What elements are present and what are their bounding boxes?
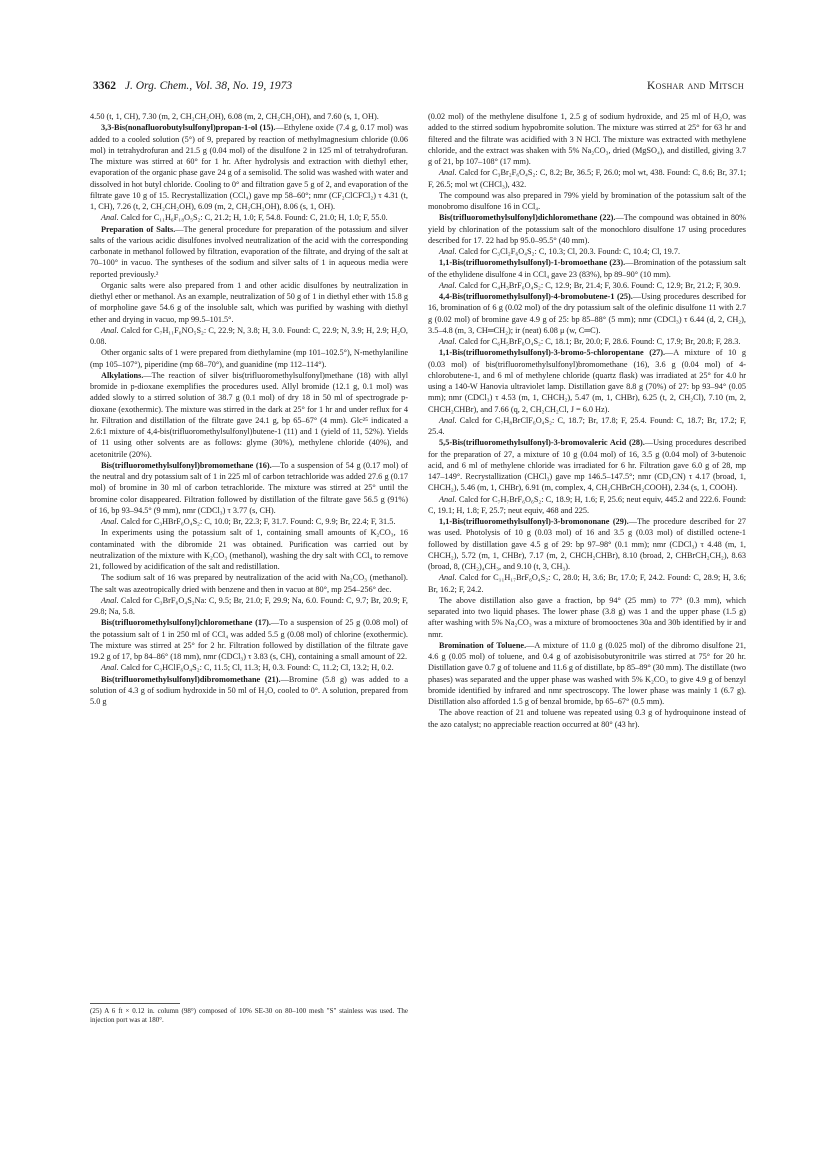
section-heading: Bis(trifluoromethylsulfonyl)bromomethane (16). <box>101 460 272 470</box>
paragraph-text: —To a suspension of 54 g (0.17 mol) of the neutral and dry potassium salt of 1 in 225 ml of carbon tetrachloride was added 27.6 g (0.17 mol) of bromine in 30 ml of carbon tetrachloride. The mixture was stirred at 25° until the bromine color disappeared. Filtration followed by distillation of the filtrate gave 56.5 g (91%) of 16, bp 93–94.5° (9 mm), nmr (CDCl₃) τ 3.77 (s, CH). <box>90 460 408 515</box>
paragraph <box>90 662 408 673</box>
paragraph-text: Calcd for C₃Br₂F₆O₄S₂: C, 8.2; Br, 36.5; F, 26.0; mol wt, 438. Found: C, 8.6; Br, 37.1; F, 26.5; mol wt (CHCl₃), 432. <box>428 168 746 189</box>
paragraph-text: Calcd for C₇H₇BrF₆O₆S₂: C, 18.9; H, 1.6; F, 25.6; neut equiv, 445.2 and 222.6. Found: C, 19.1; H, 1.8; F, 25.7; neut equiv, 468 and 225. <box>428 494 746 515</box>
paragraph <box>428 640 746 708</box>
paragraph <box>90 325 408 348</box>
paragraph-text: —The reaction of silver bis(trifluoromethylsulfonyl)methane (18) with allyl bromide in p-dioxane exemplifies the procedures used. Allyl bromide (12.1 g, 0.1 mol) was added slowly to a stirred solution of 38.7 g (0.1 mol) of dry 18 in 50 ml of spectrograde p-dioxane (exothermic). The mixture was stirred in the dark at 25° for 1 hr and under reflux for 4 hr. Filtration and distillation of the filtrate gave 24.1 g, bp 65–67° (4 mm). Glc²⁵ indicated a 2.6:1 mixture of 4,4-bis(trifluoromethylsulfonyl)butene-1 (11) and 1 (yield of 11, 52%). Yields of 11 using other solvents are as follows: glyme (30%), methylene chloride (40%), and acetonitrile (20%). <box>90 370 408 459</box>
paragraph-text: The above reaction of 21 and toluene was repeated using 0.3 g of hydroquinone instead of the azo catalyst; no appreciable reaction occurred at 80° (43 hr). <box>428 708 746 729</box>
analysis-label: Anal. <box>101 595 119 605</box>
paragraph <box>428 246 746 257</box>
paragraph <box>90 111 408 122</box>
paragraph-text: (0.02 mol) of the methylene disulfone 1, 2.5 g of sodium hydroxide, and 25 ml of H₂O, was added to the stirred sodium hypobromite solution. The mixture was stirred at 25° for 63 hr and filtered and the filtrate was acidified with 3 N HCl. The mixture was extracted with methylene chloride, and the extract was shaken with 5% Na₂CO₃, dried (MgSO₄), and distilled, giving 3.7 g of 21, bp 107–108° (17 mm). <box>428 112 746 166</box>
right-column <box>428 111 746 730</box>
paragraph <box>90 224 408 280</box>
paragraph-text: Other organic salts of 1 were prepared from diethylamine (mp 101–102.5°), N-methylaniline (mp 105–107°), piperidine (mp 68–70°), and guanidine (mp 112–114°). <box>90 348 408 369</box>
section-heading: 3,3-Bis(nonafluorobutylsulfonyl)propan-1-ol (15). <box>101 123 276 133</box>
paragraph <box>428 437 746 493</box>
analysis-label: Anal. <box>101 517 119 526</box>
paragraph-text: Calcd for C₇H₁₁F₆NO₅S₂: C, 22.9; N, 3.8; H, 3.0. Found: C, 22.9; N, 3.9; H, 2.9; H₂O, 0.08. <box>90 325 408 346</box>
paragraph-text: Calcd for C₇H₈BrClF₆O₄S₂: C, 18.7; Br, 17.8; F, 25.4. Found: C, 18.7; Br, 17.2; F, 25.4. <box>428 415 746 436</box>
analysis-label: Anal. <box>439 168 457 178</box>
paragraph <box>428 336 746 347</box>
paragraph <box>90 516 408 527</box>
section-heading: Preparation of Salts. <box>101 224 176 234</box>
section-heading: 1,1-Bis(trifluoromethylsulfonyl)-3-bromononane (29). <box>439 517 629 526</box>
paragraph-text: Calcd for C₆H₅BrF₆O₄S₂: C, 18.1; Br, 20.0; F, 28.6. Found: C, 17.9; Br, 20.8; F, 28.3. <box>456 337 741 346</box>
section-heading: Bis(trifluoromethylsulfonyl)dibromomethane (21). <box>101 674 281 684</box>
running-header <box>93 80 744 96</box>
paragraph <box>90 674 408 708</box>
section-heading: Alkylations. <box>101 370 144 380</box>
paragraph <box>90 527 408 572</box>
paragraph-text: Calcd for C₃HBrF₆O₄S₂: C, 10.0; Br, 22.3; F, 31.7. Found: C, 9.9; Br, 22.4; F, 31.5. <box>118 517 396 526</box>
paragraph <box>428 415 746 438</box>
paragraph-text: Calcd for C₁₁H₆F₁₈O₅S₂: C, 21.2; H, 1.0; F, 54.8. Found: C, 21.0; H, 1.0; F, 55.0. <box>118 213 388 223</box>
paragraph <box>428 190 746 213</box>
paragraph-text: The compound was also prepared in 79% yield by bromination of the potassium salt of the monobromo disulfone 16 in CCl₄. <box>428 190 746 211</box>
paragraph-text: Calcd for C₃HClF₆O₄S₂: C, 11.5; Cl, 11.3; H, 0.3. Found: C, 11.2; Cl, 13.2; H, 0.2. <box>118 663 394 673</box>
analysis-label: Anal. <box>439 247 457 256</box>
paragraph-text: —To a suspension of 25 g (0.08 mol) of the potassium salt of 1 in 250 ml of CCl₄ was added 5.5 g (0.08 mol) of chlorine (exothermic). The mixture was stirred at 25° for 2 hr. Filtration followed by distillation of the filtrate gave 19.2 g of 17, bp 84–86° (18 mm), nmr (CDCl₃) τ 3.83 (s, CH), containing a small amount of 22. <box>90 618 408 661</box>
paragraph-text: Calcd for C₃BrF₆O₄S₂Na: C, 9.5; Br, 21.0; F, 29.9; Na, 6.0. Found: C, 9.7; Br, 20.9; F, 29.8; Na, 5.8. <box>90 595 408 616</box>
paragraph-text: 4.50 (t, 1, CH), 7.30 (m, 2, CH₂CH₂OH), 6.08 (m, 2, CH₂CH₂OH), and 7.60 (s, 1, OH). <box>90 112 379 121</box>
paragraph-text: The above distillation also gave a fraction, bp 94° (25 mm) to 77° (0.3 mm), which separated into two liquid phases. The lower phase (3.8 g) was 1 and the upper phase (1.5 g) after washing with 5% Na₂CO₃ was a mixture of bromooctenes 30a and 30b identified by ir and nmr. <box>428 595 746 639</box>
paragraph-text: Calcd for C₄H₃BrF₆O₄S₂: C, 12.9; Br, 21.4; F, 30.6. Found: C, 12.9; Br, 21.2; F, 30.9. <box>456 280 741 290</box>
section-heading: Bis(trifluoromethylsulfonyl)dichloromethane (22). <box>439 213 616 223</box>
section-heading: 5,5-Bis(trifluoromethylsulfonyl)-3-bromovaleric Acid (28). <box>439 438 645 448</box>
analysis-label: Anal. <box>101 663 119 673</box>
section-heading: 4,4-Bis(trifluoromethylsulfonyl)-4-bromobutene-1 (25). <box>439 292 633 301</box>
paragraph-text: —Bromination of the potassium salt of the ethylidene disulfone 4 in CCl₄ gave 23 (83%), bp 89–90° (10 mm). <box>428 258 746 279</box>
paragraph <box>428 595 746 640</box>
paragraph <box>428 347 746 415</box>
analysis-label: Anal. <box>439 337 457 346</box>
paragraph-text: —Ethylene oxide (7.4 g, 0.17 mol) was added to a cooled solution (5°) of 9, prepared by reaction of methylmagnesium chloride (0.06 mol) in tetrahydrofuran and 21.5 g (0.04 mol) of the disulfone 2 in 125 ml of tetrahydrofuran. The mixture was stirred at 60° for 1 hr. After hydrolysis and extraction with diethyl ether, evaporation of the organic phase gave 24 g of a semisolid. The solid was washed with water and dissolved in hot butyl chloride. Cooling to 0° and filtration gave 5 g of 2, and evaporation of the filtrate gave 10 g of 15. Recrystallization (CCl₄) gave mp 58–60°; nmr (CF₂ClCFCl₂) τ 4.31 (t, 1, CH), 7.26 (t, 2, CH₂CH₂OH), 6.09 (m, 2, CH₂CH₂OH), 8.06 (s, 1, OH). <box>90 123 408 211</box>
paragraph-text: Calcd for C₃Cl₂F₆O₄S₂: C, 10.3; Cl, 20.3. Found: C, 10.4; Cl, 19.7. <box>456 247 681 256</box>
paragraph-text: The sodium salt of 16 was prepared by neutralization of the acid with Na₂CO₃ (methanol). The salt was azeotropically dried with benzene and then in vacuo at 80°, mp 254–256° dec. <box>90 573 408 594</box>
paragraph <box>428 291 746 336</box>
section-heading: Bromination of Toluene. <box>439 640 527 650</box>
paragraph-text: Calcd for C₁₁H₁₇BrF₆O₄S₂: C, 28.0; H, 3.6; Br, 17.0; F, 24.2. Found: C, 28.9; H, 3.6; Br, 16.2; F, 24.2. <box>428 573 746 594</box>
paragraph <box>90 460 408 516</box>
section-heading: 1,1-Bis(trifluoromethylsulfonyl)-1-bromoethane (23). <box>439 258 626 268</box>
analysis-label: Anal. <box>439 573 457 583</box>
section-heading: Bis(trifluoromethylsulfonyl)chloromethane (17). <box>101 618 271 628</box>
footnote: (25) A 6 ft × 0.12 in. column (98°) composed of 10% SE-30 on 80–100 mesh "S" stainless was used. The injection port was at 180°. <box>90 1007 408 1024</box>
paragraph <box>90 617 408 662</box>
paragraph-text: —The compound was obtained in 80% yield by chlorination of the potassium salt of the monochloro disulfone 17 using procedures described for 17. 22 had bp 95.0–95.5° (40 mm). <box>428 213 747 245</box>
paragraph <box>90 370 408 460</box>
analysis-label: Anal. <box>101 213 119 223</box>
paragraph-text: —The procedure described for 27 was used. Photolysis of 10 g (0.03 mol) of 16 and 3.5 g (0.03 mol) of distilled octene-1 followed by distillation gave 4.5 g of 29: bp 97–98° (0.1 mm); nmr (CDCl₃) τ 4.48 (m, 1, CHCH₂), 5.72 (m, 1, CHBr), 7.17 (m, 2, CHCH₂CHBr), 8.10 (broad, 2, CHBrCH₂CH₂), 8.63 (broad, 8, (CH₂)₄CH₃, and 9.10 (t, 3, CH₃). <box>428 517 746 571</box>
paragraph <box>428 280 746 291</box>
paragraph <box>428 257 746 280</box>
analysis-label: Anal. <box>439 494 457 504</box>
header-left <box>93 80 292 92</box>
paragraph <box>90 595 408 618</box>
paragraph <box>90 122 408 212</box>
paragraph-text: —Bromine (5.8 g) was added to a solution of 4.3 g of sodium hydroxide in 50 ml of H₂O, cooled to 0°. A solution, prepared from 5.0 g <box>90 674 408 706</box>
paragraph-text: —The general procedure for preparation of the potassium and silver salts of the various acidic disulfones involved neutralization of the acid with the corresponding carbonate in methanol followed by filtration, evaporation of the filtrate, and drying of the salt at 70–100° in vacuo. The syntheses of the sodium and silver salts of 1 in aqueous media were reported previously.² <box>90 224 408 279</box>
paragraph <box>428 707 746 730</box>
journal-reference: J. Org. Chem., Vol. 38, No. 19, 1973 <box>124 80 293 92</box>
analysis-label: Anal. <box>439 280 457 290</box>
paragraph <box>428 494 746 517</box>
paragraph <box>428 572 746 595</box>
footnote-rule <box>90 1003 180 1004</box>
left-column <box>90 111 408 707</box>
paragraph-text: —Using procedures described for 16, bromination of 6 g (0.02 mol) of the dry potassium salt of the olefinic disulfone 11 with 2.7 g (0.02 mol) of bromine gave 4.9 g of 25: bp 85–88° (5 mm); nmr (CDCl₃) τ 6.44 (d, 2, CH₂), 3.5–4.8 (m, 3, CH═CH₂); ir (neat) 6.08 μ (w, C═C). <box>428 292 746 335</box>
paragraph-text: —A mixture of 11.0 g (0.025 mol) of the dibromo disulfone 21, 4.6 g (0.05 mol) of toluene, and 0.4 g of azobisisobutyronitrile was stirred at 75° for 20 hr. Distillation gave 0.7 g of toluene and 11.6 g of distillate, bp 85–89° (30 mm). The distillate (two phases) was separated and the upper phase was washed with 5% K₂CO₃ to give 4.9 g of benzyl bromide identified by infrared and nmr spectroscopy. The lower phase was mainly 1 (6.7 g). Distillation also afforded 1.5 g of benzal bromide, bp 65–67° (0.5 mm). <box>428 640 746 706</box>
paragraph <box>428 111 746 167</box>
paragraph <box>428 212 746 246</box>
section-heading: 1,1-Bis(trifluoromethylsulfonyl)-3-bromo-5-chloropentane (27). <box>439 348 666 358</box>
paragraph-text: Organic salts were also prepared from 1 and other acidic disulfones by neutralization in diethyl ether or methanol. As an example, neutralization of 50 g of 1 in diethyl ether with 15.8 g of morpholine gave 54.6 g of the insoluble salt, which was purified by washing with diethyl ether and drying in vacuo, mp 99.5–101.5°. <box>90 280 408 324</box>
paragraph-text: —Using procedures described for the preparation of 27, a mixture of 10 g (0.04 mol) of 16, 3.5 g (0.04 mol) of 3-butenoic acid, and 6 ml of methylene chloride was irradiated for 6 hr. Filtration gave 6.0 g of 28, mp 147–149°. Recrystallization (CHCl₃) gave mp 146.5–147.5°; nmr (CD₃CN) τ 4.17 (broad, 1, CHCH₂), 5.46 (m, 1, CHBr), 6.91 (m, complex, 4, CH₂CHBrCH₂COOH), 2.34 (s, 1, COOH). <box>428 438 746 493</box>
paragraph <box>428 167 746 190</box>
paragraph <box>90 572 408 595</box>
analysis-label: Anal. <box>439 415 457 425</box>
paragraph <box>90 280 408 325</box>
header-authors: Koshar and Mitsch <box>647 80 744 92</box>
paragraph-text: In experiments using the potassium salt of 1, containing small amounts of K₂CO₃, 16 contaminated with the dibromide 21 was obtained. Purification was carried out by neutralization of the mixture with K₂CO₃ (methanol), washing the dry salt with CCl₄ to remove 21, followed by acidification of the salt and redistillation. <box>90 528 408 571</box>
analysis-label: Anal. <box>101 325 119 335</box>
paragraph <box>90 347 408 370</box>
paragraph <box>90 212 408 223</box>
page-number: 3362 <box>93 80 116 92</box>
paragraph <box>428 516 746 572</box>
paragraph-text: —A mixture of 10 g (0.03 mol) of bis(trifluoromethylsulfonyl)bromomethane (16), 3.6 g (0.04 mol) of 4-chlorobutene-1, and 6 ml of methylene chloride (quartz flask) was irradiated at 25° for 4.0 hr using a 140-W Hanovia ultraviolet lamp. Distillation gave 8.8 g (70%) of 27: bp 93–94° (0.05 mm); nmr (CDCl₃) τ 4.53 (m, 1, CHCH₂), 5.47 (m, 1, CHBr), 6.25 (t, 2, CH₂Cl), 7.10 (m, 2, CHCH₂CHBr), and 7.66 (q, 2, CH₂CH₂Cl, J = 6.0 Hz). <box>428 348 746 414</box>
